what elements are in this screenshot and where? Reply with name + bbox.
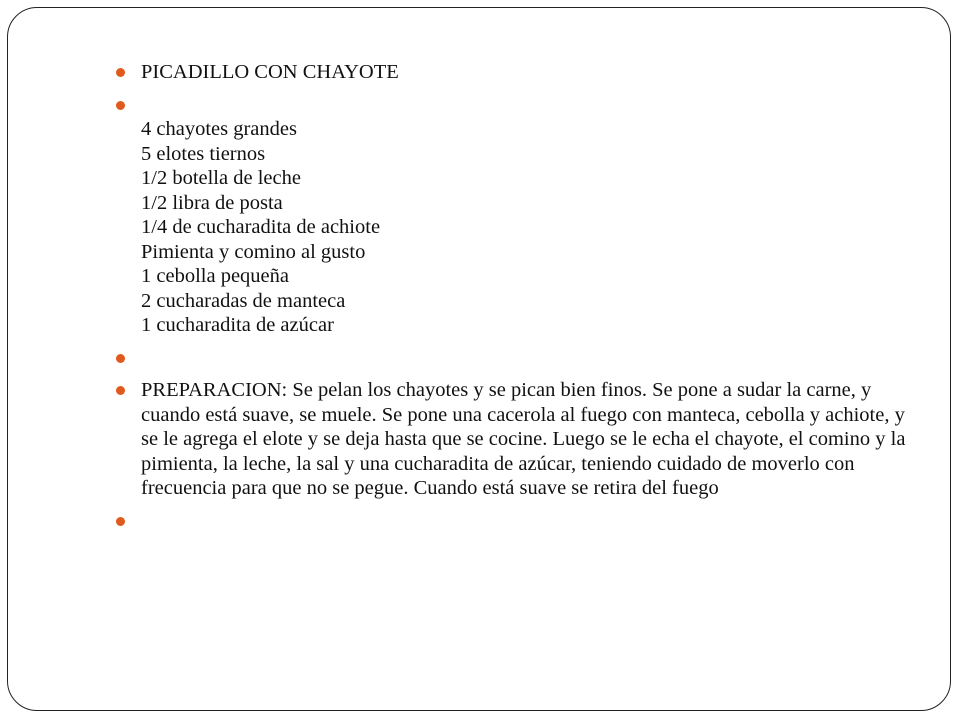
blank-line [141, 509, 916, 534]
ingredient-item: 1 cebolla pequeña [141, 265, 289, 287]
ingredient-item: 1/2 libra de posta [141, 191, 283, 214]
ingredient-item: 1/4 de cucharadita de achiote [141, 216, 381, 238]
blank-line [141, 346, 916, 371]
slide-content [116, 60, 916, 541]
bullet-dot-icon [116, 517, 125, 526]
ingredient-item: 1 cucharadita de azúcar [141, 314, 334, 336]
bullet-empty [116, 509, 916, 534]
bullet-dot-icon [116, 101, 125, 110]
ingredient-item: 1/2 botella de leche [141, 167, 301, 189]
bullet-list [116, 60, 916, 533]
ingredient-item: 5 elotes tiernos [141, 142, 266, 165]
bullet-preparation [116, 378, 916, 501]
ingredient-list [141, 117, 916, 338]
bullet-dot-icon [116, 68, 125, 77]
bullet-ingredients [116, 93, 916, 338]
recipe-title: PICADILLO CON CHAYOTE [141, 61, 399, 83]
preparation-text: PREPARACION: Se pelan los chayotes y se pican bien finos. Se pone a sudar la carne, y cuando está suave, se muele. Se pone una cacerola al fuego con manteca, cebolla y achiote, y se le agrega el elote y se deja hasta que se cocine. Luego se le echa el chayote, el comino y la pimienta, la leche, la sal y una cucharadita de azúcar, teniendo cuidado de moverlo con frecuencia para que no se pegue. Cuando está suave se retira del fuego [141, 379, 906, 499]
slide-frame [7, 7, 951, 711]
ingredient-item: Pimienta y comino al gusto [141, 240, 366, 263]
ingredient-item: 4 chayotes grandes [141, 118, 297, 140]
blank-line [141, 93, 916, 118]
ingredient-item: 2 cucharadas de manteca [141, 289, 346, 312]
bullet-dot-icon [116, 354, 125, 363]
bullet-dot-icon [116, 386, 125, 395]
bullet-empty [116, 346, 916, 371]
bullet-title [116, 60, 916, 85]
